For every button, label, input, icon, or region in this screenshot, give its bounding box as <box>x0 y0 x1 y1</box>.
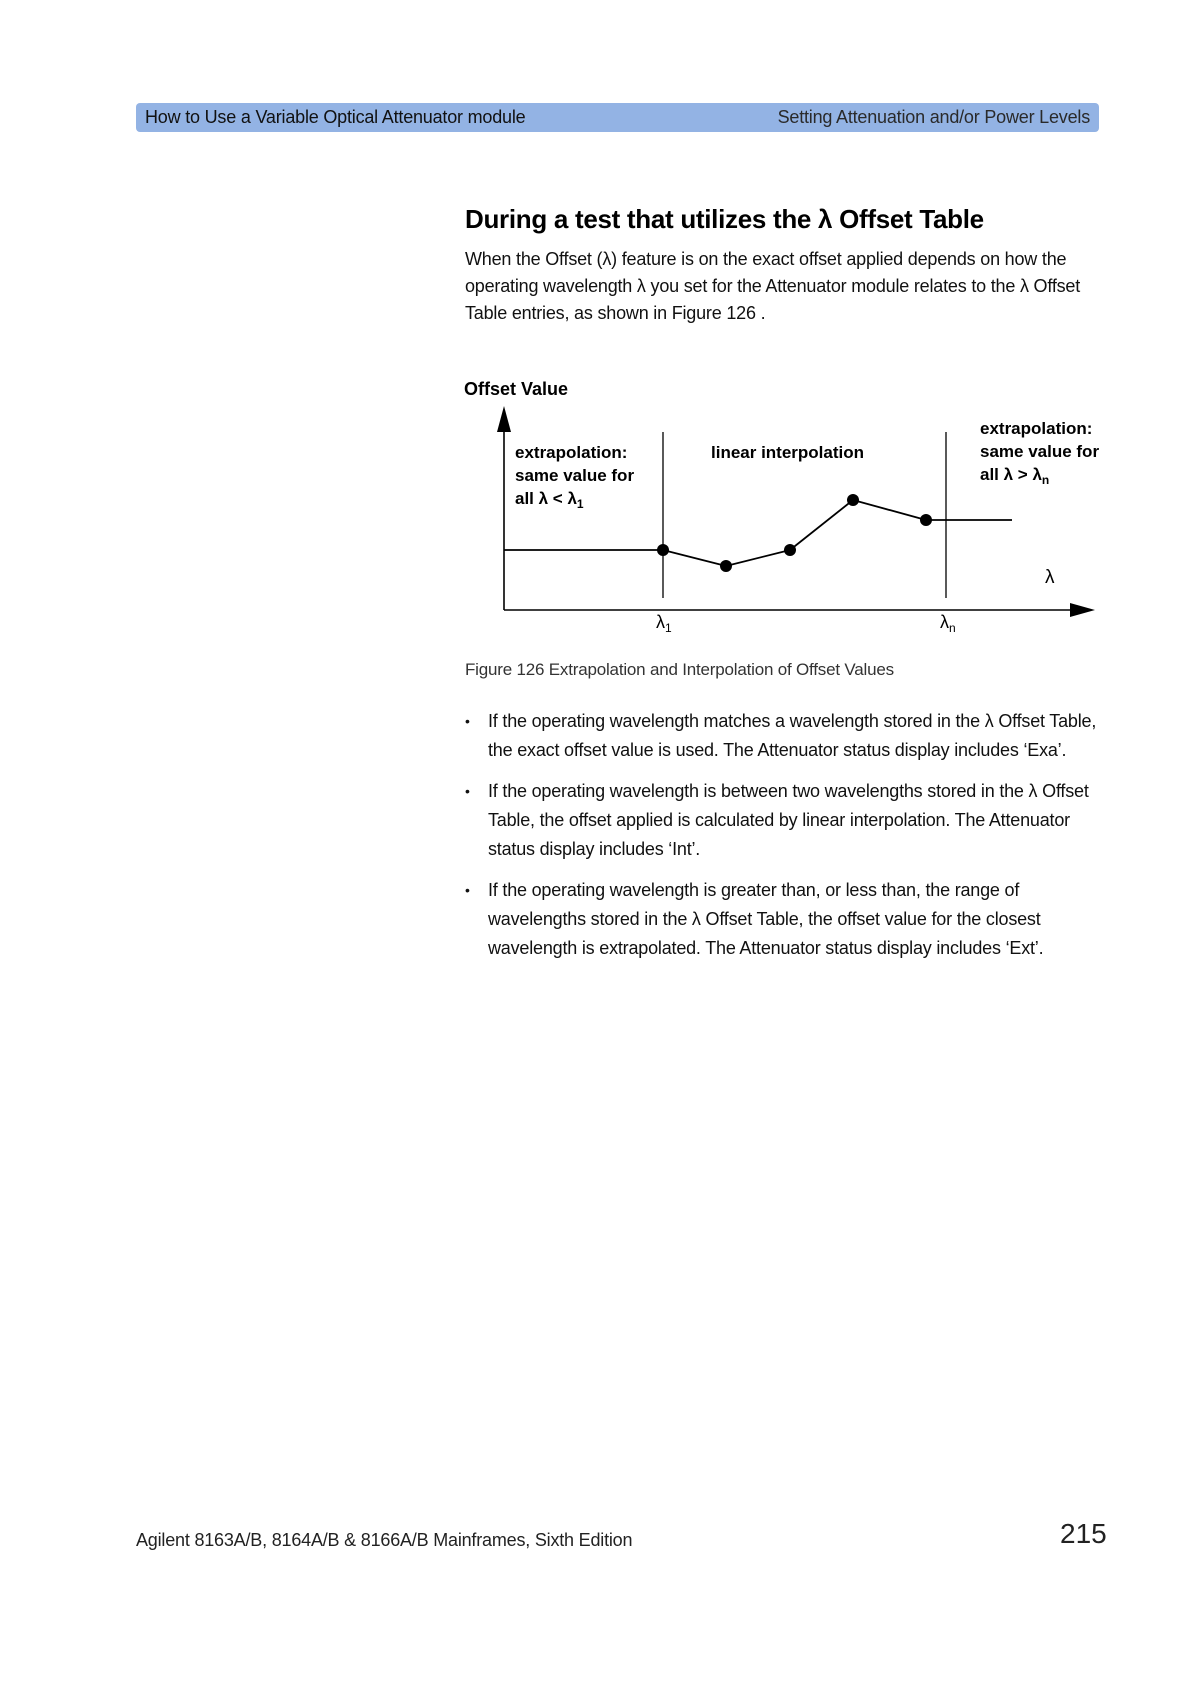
y-axis-arrow-icon <box>497 406 511 432</box>
tick-lambdan-subscript: n <box>949 621 956 635</box>
list-item <box>465 707 1105 765</box>
right-region-line3: all $\lambda > \lambda_n$ <box>980 465 1050 487</box>
footer-publication-title: Agilent 8163A/B, 8164A/B & 8166A/B Mainframes, Sixth Edition <box>136 1530 633 1550</box>
right-region-subscript: n <box>1041 473 1050 487</box>
page-number: 215 <box>1060 1518 1107 1549</box>
x-axis-label: λ <box>1045 567 1055 588</box>
figure-caption: Figure 126 Extrapolation and Interpolation of Offset Values <box>465 660 894 679</box>
tick-lambda1: $\lambda_1$ <box>656 612 672 635</box>
bullet-text: If the operating wavelength is between two wavelengths stored in the λ Offset Table, the offset applied is calculated by linear interpolation. The Attenuator status display includes ‘Int’. <box>488 781 1089 859</box>
left-region-line1: extrapolation: <box>515 443 628 462</box>
intro-paragraph: When the Offset (λ) feature is on the exact offset applied depends on how the operating wavelength λ you set for the Attenuator module relates to the λ Offset Table entries, as shown in Figure 126 . <box>465 249 1081 323</box>
left-region-line2: same value for <box>515 466 635 485</box>
offset-table-point <box>847 494 859 506</box>
header-section-title: Setting Attenuation and/or Power Levels <box>777 107 1090 127</box>
right-region-line1: extrapolation: <box>980 419 1093 438</box>
offset-table-point <box>920 514 932 526</box>
y-axis-label: Offset Value <box>464 379 569 399</box>
offset-table-point <box>657 544 669 556</box>
offset-figure <box>462 372 1102 642</box>
list-item <box>465 777 1105 864</box>
interpolation-segment <box>853 500 926 520</box>
tick-lambdan: $\lambda_n$ <box>940 612 956 635</box>
bullet-marker: • <box>465 783 470 799</box>
right-region-line2: same value for <box>980 442 1100 461</box>
left-region-line3: all $\lambda < \lambda_1$ <box>515 489 584 511</box>
bullet-text: If the operating wavelength matches a wavelength stored in the λ Offset Table, the exact offset value is used. The Attenuator status display includes ‘Exa’. <box>488 711 1097 760</box>
tick-lambda1-subscript: 1 <box>665 621 672 635</box>
interpolation-segment <box>790 500 853 550</box>
offset-table-point <box>720 560 732 572</box>
section-title: During a test that utilizes the λ Offset Table <box>465 204 984 234</box>
header-chapter-title: How to Use a Variable Optical Attenuator module <box>145 107 526 127</box>
running-header <box>136 103 1099 132</box>
left-region-subscript: 1 <box>576 497 584 511</box>
bullet-list <box>465 707 1105 975</box>
offset-table-point <box>784 544 796 556</box>
x-axis-arrow-icon <box>1070 603 1095 617</box>
interpolation-segment <box>726 550 790 566</box>
middle-region-label: linear interpolation <box>711 443 865 462</box>
interpolation-segment <box>663 550 726 566</box>
bullet-marker: • <box>465 882 470 898</box>
list-item <box>465 876 1105 963</box>
bullet-marker: • <box>465 713 470 729</box>
bullet-text: If the operating wavelength is greater than, or less than, the range of wavelengths stored in the λ Offset Table, the offset value for the closest wavelength is extrapolated. The Attenuator status display includes ‘Ext’. <box>488 880 1044 958</box>
